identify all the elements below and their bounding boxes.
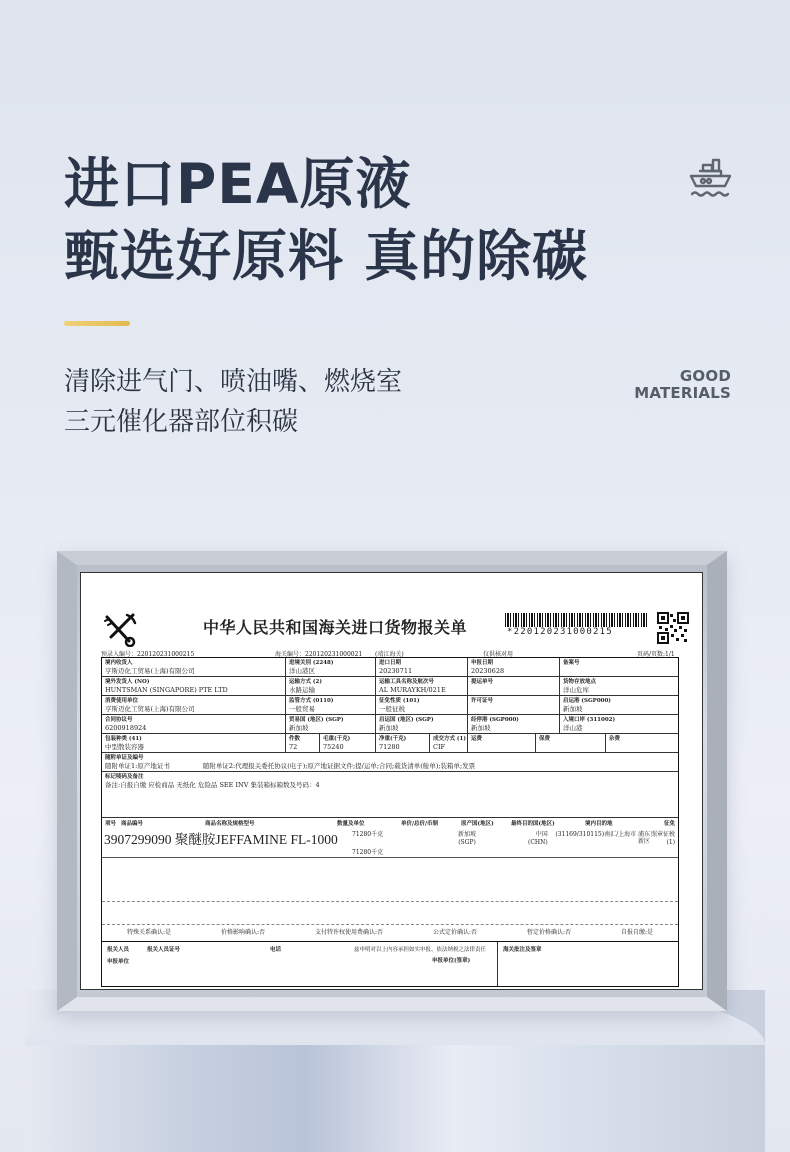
field-value: 6200918924 bbox=[105, 724, 147, 732]
column-header: 商品名称及规格型号 bbox=[205, 821, 255, 827]
hs-code-and-product-name: 3907299090 聚醚胺JEFFAMINE FL-1000 bbox=[104, 832, 338, 847]
domestic-destination: (31169/310115)南汇/上海市 浦东新区 bbox=[555, 831, 650, 845]
field-label: 毛重(千克) bbox=[323, 736, 351, 742]
good-materials-badge bbox=[634, 368, 731, 402]
goods-empty-area bbox=[102, 858, 678, 902]
column-header: 单价/总价/币制 bbox=[401, 821, 439, 827]
destination-name: 中国 bbox=[535, 831, 548, 838]
attachments-row bbox=[102, 753, 678, 772]
customs-emblem-icon bbox=[103, 611, 137, 647]
subtitle-line-2: 三元催化器部位积碳 bbox=[64, 407, 299, 437]
ship-icon bbox=[688, 158, 732, 200]
field-value: 亨斯迈化工贸易(上海)有限公司 bbox=[105, 705, 195, 713]
headline-line-2: 甄选好原料 真的除碳 bbox=[64, 224, 589, 288]
field-label: 包装种类 (41) bbox=[105, 736, 142, 742]
field-value: 71280 bbox=[379, 743, 400, 751]
field-label: 运输方式 (2) bbox=[289, 679, 322, 685]
field-label: 合同协议号 bbox=[105, 717, 133, 723]
exemption bbox=[651, 831, 675, 847]
column-header: 最终目的国(地区) bbox=[511, 821, 555, 827]
declaring-unit-label: 申报单位 bbox=[107, 959, 130, 965]
table-row bbox=[102, 734, 678, 753]
field-value: 新加坡 bbox=[379, 724, 399, 732]
field-label: 监管方式 (0110) bbox=[289, 698, 334, 704]
headline-line-1: 进口PEA原液 bbox=[64, 152, 412, 216]
signature-area bbox=[102, 942, 678, 986]
field-value: 20230711 bbox=[379, 667, 413, 675]
field-label: 提运单号 bbox=[471, 679, 494, 685]
field-label: 启运港 (SGP000) bbox=[563, 698, 611, 704]
column-header: 项号 bbox=[105, 821, 117, 827]
destination-code: (CHN) bbox=[528, 839, 548, 846]
declaration-table bbox=[101, 657, 679, 987]
declarant-id-label: 报关人员证号 bbox=[147, 947, 181, 953]
field-label: 进境关别 (2248) bbox=[289, 660, 334, 666]
exemption-code: (1) bbox=[666, 839, 675, 846]
column-header: 原产国(地区) bbox=[461, 821, 494, 827]
field-label: 许可证号 bbox=[471, 698, 494, 704]
barcode-number: *220120231000215 bbox=[507, 627, 613, 637]
customs-seal-section bbox=[498, 942, 678, 986]
field-value: 75240 bbox=[323, 743, 344, 751]
field-label: 申报日期 bbox=[471, 660, 494, 666]
column-header: 数量及单位 bbox=[337, 821, 365, 827]
field-value: 亨斯迈化工贸易(上海)有限公司 bbox=[105, 667, 195, 675]
field-value: 一般贸易 bbox=[289, 705, 315, 713]
field-value: 新加坡 bbox=[471, 724, 491, 732]
field-label: 贸易国 (地区) (SGP) bbox=[289, 717, 344, 723]
confirmation-item: 支付特许权使用费确认:否 bbox=[314, 929, 384, 936]
field-label: 境外发货人 (NO) bbox=[105, 679, 150, 685]
document-title: 中华人民共和国海关进口货物报关单 bbox=[203, 618, 468, 637]
field-label: 运输工具名称及航次号 bbox=[379, 679, 435, 685]
pre-entry-number: 预录入编号：220120231000215 bbox=[101, 651, 195, 658]
field-value: 洋山危库 bbox=[563, 686, 589, 694]
field-label: 保费 bbox=[539, 736, 551, 742]
field-label: 入境口岸 (311002) bbox=[563, 717, 616, 723]
field-value bbox=[563, 667, 675, 675]
field-value bbox=[471, 686, 556, 694]
field-value: 一般征税 bbox=[379, 705, 405, 713]
barcode bbox=[505, 613, 647, 627]
field-label: 消费使用单位 bbox=[105, 698, 139, 704]
field-label: 杂费 bbox=[609, 736, 621, 742]
field-label: 境内收货人 bbox=[105, 660, 133, 666]
confirmations-row bbox=[102, 924, 678, 942]
field-value: 随附单证1:原产地证书 随附单证2:代理报关委托协议(电子);原产地证据文件;提/运单;合同;载货清单(舱单);装箱单;发票 bbox=[105, 762, 476, 770]
exemption-name: 照章征税 bbox=[650, 831, 675, 838]
confirmation-item: 自报自缴:是 bbox=[620, 929, 654, 936]
badge-line-1: GOOD bbox=[679, 367, 731, 385]
customs-seal-label: 海关批注及签章 bbox=[503, 947, 542, 953]
quantity-1: 71280千克 bbox=[352, 831, 384, 838]
declaration-statement: 兹申明对以上内容承担如实申报、依法纳税之法律责任 bbox=[354, 947, 487, 953]
field-label: 经停港 (SGP000) bbox=[471, 717, 519, 723]
goods-header bbox=[102, 818, 678, 830]
badge-line-2: MATERIALS bbox=[634, 384, 731, 402]
headline bbox=[64, 148, 588, 292]
field-label: 进口日期 bbox=[379, 660, 402, 666]
field-value: 洋山港 bbox=[563, 724, 583, 732]
field-value: 中型散装容器 bbox=[105, 743, 144, 751]
subtitle bbox=[64, 362, 402, 442]
customs-office: (靖江海关) bbox=[375, 651, 404, 658]
declarant-section bbox=[102, 942, 498, 986]
accent-divider bbox=[64, 321, 130, 326]
subtitle-line-1: 清除进气门、喷油嘴、燃烧室 bbox=[64, 367, 403, 397]
field-value: 水路运输 bbox=[289, 686, 315, 694]
declarant-label: 报关人员 bbox=[107, 947, 130, 953]
page-count: 页码/页数:1/1 bbox=[637, 651, 675, 658]
field-value: 20230628 bbox=[471, 667, 505, 675]
field-value: 备注:自报自缴 应检商品 无纸化 危险品 SEE INV 集装箱标箱数及号码：4 bbox=[105, 781, 320, 789]
field-label: 成交方式 (1) bbox=[433, 736, 466, 742]
unit-seal-label: 申报单位(签章) bbox=[432, 958, 471, 964]
goods-empty-area-2 bbox=[102, 902, 678, 924]
table-row bbox=[102, 677, 678, 696]
field-value bbox=[471, 705, 556, 713]
confirmation-item: 特殊关系确认:是 bbox=[126, 929, 172, 936]
field-label: 运费 bbox=[471, 736, 483, 742]
customs-declaration-document bbox=[80, 572, 703, 990]
table-row bbox=[102, 696, 678, 715]
confirmation-item: 价格影响确认:否 bbox=[220, 929, 266, 936]
field-value: 新加坡 bbox=[289, 724, 309, 732]
field-value: HUNTSMAN (SINGAPORE) PTE LTD bbox=[105, 686, 228, 694]
table-row bbox=[102, 715, 678, 734]
origin-country bbox=[458, 831, 476, 847]
quantity-2: 71280千克 bbox=[352, 849, 384, 856]
field-value bbox=[609, 743, 675, 751]
field-label: 备案号 bbox=[563, 660, 580, 666]
field-value: AL MURAYKH/021E bbox=[379, 686, 446, 694]
column-header: 征免 bbox=[663, 821, 675, 827]
destination-country bbox=[528, 831, 548, 847]
origin-code: (SGP) bbox=[458, 839, 476, 846]
column-header: 境内目的地 bbox=[585, 821, 613, 827]
goods-item-row bbox=[102, 830, 678, 858]
field-label: 征免性质 (101) bbox=[379, 698, 420, 704]
verification-note: 仅供核对用 bbox=[483, 651, 514, 658]
phone-label: 电话 bbox=[270, 947, 282, 953]
field-label: 净重(千克) bbox=[379, 736, 407, 742]
field-value bbox=[539, 743, 602, 751]
field-label: 货物存放地点 bbox=[563, 679, 597, 685]
field-label: 标记唛码及备注 bbox=[105, 774, 144, 780]
field-label: 随附单证及编号 bbox=[105, 755, 144, 761]
field-label: 件数 bbox=[289, 736, 301, 742]
column-header: 商品编号 bbox=[121, 821, 144, 827]
qr-code-icon bbox=[657, 612, 689, 644]
field-value: 洋山港区 bbox=[289, 667, 315, 675]
field-value: 新加坡 bbox=[563, 705, 583, 713]
origin-name: 新加坡 bbox=[458, 831, 477, 838]
confirmation-item: 公式定价确认:否 bbox=[432, 929, 478, 936]
table-row bbox=[102, 658, 678, 677]
remarks-row bbox=[102, 772, 678, 818]
confirmation-item: 暂定价格确认:否 bbox=[526, 929, 572, 936]
field-label: 启运国 (地区) (SGP) bbox=[379, 717, 434, 723]
field-value bbox=[471, 743, 532, 751]
field-value: 72 bbox=[289, 743, 298, 751]
field-value: CIF bbox=[433, 743, 446, 751]
customs-number: 海关编号：220120231000021 bbox=[275, 651, 363, 658]
